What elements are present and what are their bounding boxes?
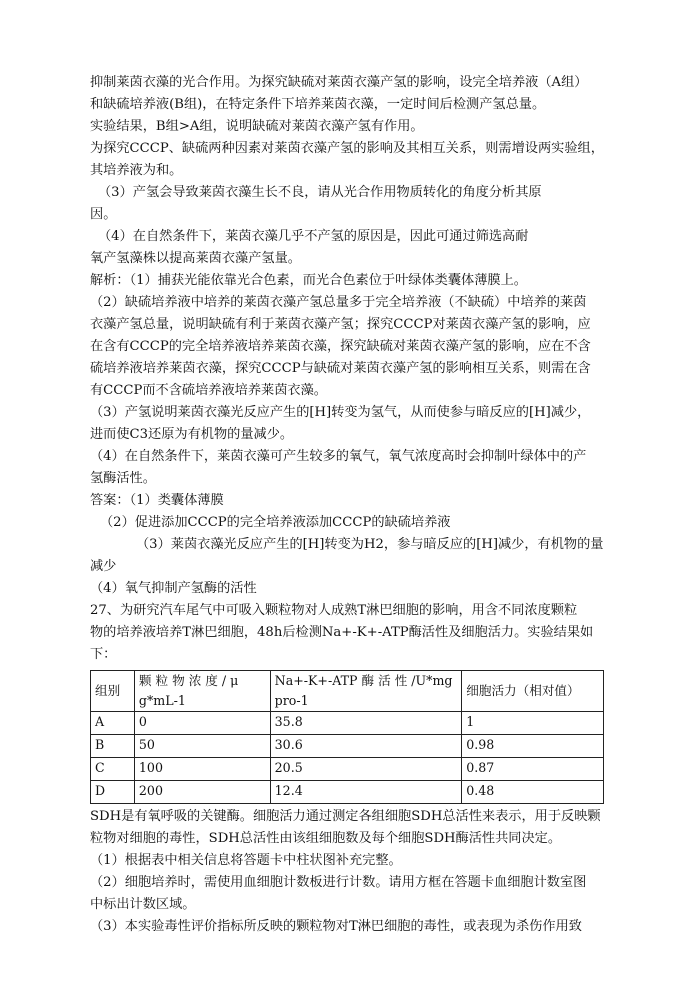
table-cell: 20.5	[270, 758, 462, 781]
text-line: （3）产氢说明莱茵衣藻光反应产生的[H]转变为氢气，从而使参与暗反应的[H]减少，	[90, 405, 591, 420]
text-line: 粒物对细胞的毒性，SDH总活性由该组细胞数及每个细胞SDH酶活性共同决定。	[90, 831, 562, 846]
text-line: （2）缺硫培养液中培养的莱茵衣藻产氢总量多于完全培养液（不缺硫）中培养的莱茵	[90, 295, 587, 310]
table-cell: 200	[134, 781, 270, 804]
text-line: 和缺硫培养液(B组)，在特定条件下培养莱茵衣藻，一定时间后检测产氢总量。	[90, 97, 546, 112]
table-row	[91, 712, 604, 735]
table-cell: 12.4	[270, 781, 462, 804]
table-cell: 100	[134, 758, 270, 781]
text-line: （4）在自然条件下，莱茵衣藻可产生较多的氧气，氧气浓度高时会抑制叶绿体中的产	[90, 449, 587, 464]
header-cell: Na+-K+-ATP 酶 活 性 /U*mg pro-1	[270, 671, 462, 712]
text-line: 硫培养液培养莱茵衣藻，探究CCCP与缺硫对莱茵衣藻产氢的影响相互关系，则需在含	[90, 361, 591, 376]
text-line: 答案：（1）类囊体薄膜	[90, 493, 224, 508]
text-line: （4）在自然条件下，莱茵衣藻几乎不产氢的原因是，因此可通过筛选高耐	[98, 229, 529, 244]
table-cell: D	[91, 781, 135, 804]
text-line: 中标出计数区域。	[90, 897, 196, 912]
text-line: 减少	[90, 559, 117, 574]
results-table	[90, 670, 604, 804]
text-line: 实验结果，B组>A组，说明缺硫对莱茵衣藻产氢有作用。	[90, 119, 424, 134]
text-line: 物的培养液培养T淋巴细胞，48h后检测Na+-K+-ATP酶活性及细胞活力。实验结果如	[90, 625, 594, 640]
text-line: （3）莱茵衣藻光反应产生的[H]转变为H2，参与暗反应的[H]减少，有机物的量	[136, 537, 604, 552]
text-line: （3）本实验毒性评价指标所反映的颗粒物对T淋巴细胞的毒性，或表现为杀伤作用致	[90, 919, 582, 934]
document-page	[90, 72, 610, 938]
text-line: （2）细胞培养时，需使用血细胞计数板进行计数。请用方框在答题卡血细胞计数室图	[90, 875, 587, 890]
text-line: 氢酶活性。	[90, 471, 156, 486]
text-line: 其培养液为和。	[90, 163, 183, 178]
text-line: SDH是有氧呼吸的关键酶。细胞活力通过测定各组细胞SDH总活性来表示，用于反映颗	[90, 809, 601, 824]
table-header-row	[91, 671, 604, 712]
text-line: 抑制莱茵衣藻的光合作用。为探究缺硫对莱茵衣藻产氢的影响，设完全培养液（A组）	[90, 75, 588, 90]
table-row	[91, 758, 604, 781]
header-cell: 颗 粒 物 浓 度 / μ g*mL-1	[134, 671, 270, 712]
text-line: 在含有CCCP的完全培养液培养莱茵衣藻，探究缺硫对莱茵衣藻产氢的影响，应在不含	[90, 339, 591, 354]
table-cell: A	[91, 712, 135, 735]
table-cell: 30.6	[270, 735, 462, 758]
text-line: 27、为研究汽车尾气中可吸入颗粒物对人成熟T淋巴细胞的影响，用含不同浓度颗粒	[90, 603, 578, 618]
table-row	[91, 781, 604, 804]
text-line: 因。	[90, 207, 117, 222]
table-cell: B	[91, 735, 135, 758]
table-row	[91, 735, 604, 758]
table-cell: 35.8	[270, 712, 462, 735]
text-line: （4）氧气抑制产氢酶的活性	[90, 581, 257, 596]
header-cell: 组别	[91, 671, 135, 712]
text-line: （3）产氢会导致莱茵衣藻生长不良，请从光合作用物质转化的角度分析其原	[98, 185, 542, 200]
text-line: 衣藻产氢总量，说明缺硫有利于莱茵衣藻产氢；探究CCCP对莱茵衣藻产氢的影响，应	[90, 317, 591, 332]
text-line: 氧产氢藻株以提高莱茵衣藻产氢量。	[90, 251, 301, 266]
text-line: 有CCCP而不含硫培养液培养莱茵衣藻。	[90, 383, 327, 398]
table-cell: 50	[134, 735, 270, 758]
table-cell: 0.98	[462, 735, 604, 758]
text-line: 下：	[90, 647, 117, 662]
table-cell: 0.87	[462, 758, 604, 781]
table-cell: C	[91, 758, 135, 781]
table-cell: 0.48	[462, 781, 604, 804]
text-line: （2）促进添加CCCP的完全培养液添加CCCP的缺硫培养液	[100, 515, 451, 530]
header-cell: 细胞活力（相对值）	[462, 671, 604, 712]
text-line: 解析：（1）捕获光能依靠光合色素，而光合色素位于叶绿体类囊体薄膜上。	[90, 273, 527, 288]
table-cell: 0	[134, 712, 270, 735]
text-line: 为探究CCCP、缺硫两种因素对莱茵衣藻产氢的影响及其相互关系，则需增设两实验组，	[90, 141, 604, 156]
text-line: 进而使C3还原为有机物的量减少。	[90, 427, 294, 442]
table-cell: 1	[462, 712, 604, 735]
text-line: （1）根据表中相关信息将答题卡中柱状图补充完整。	[90, 853, 402, 868]
